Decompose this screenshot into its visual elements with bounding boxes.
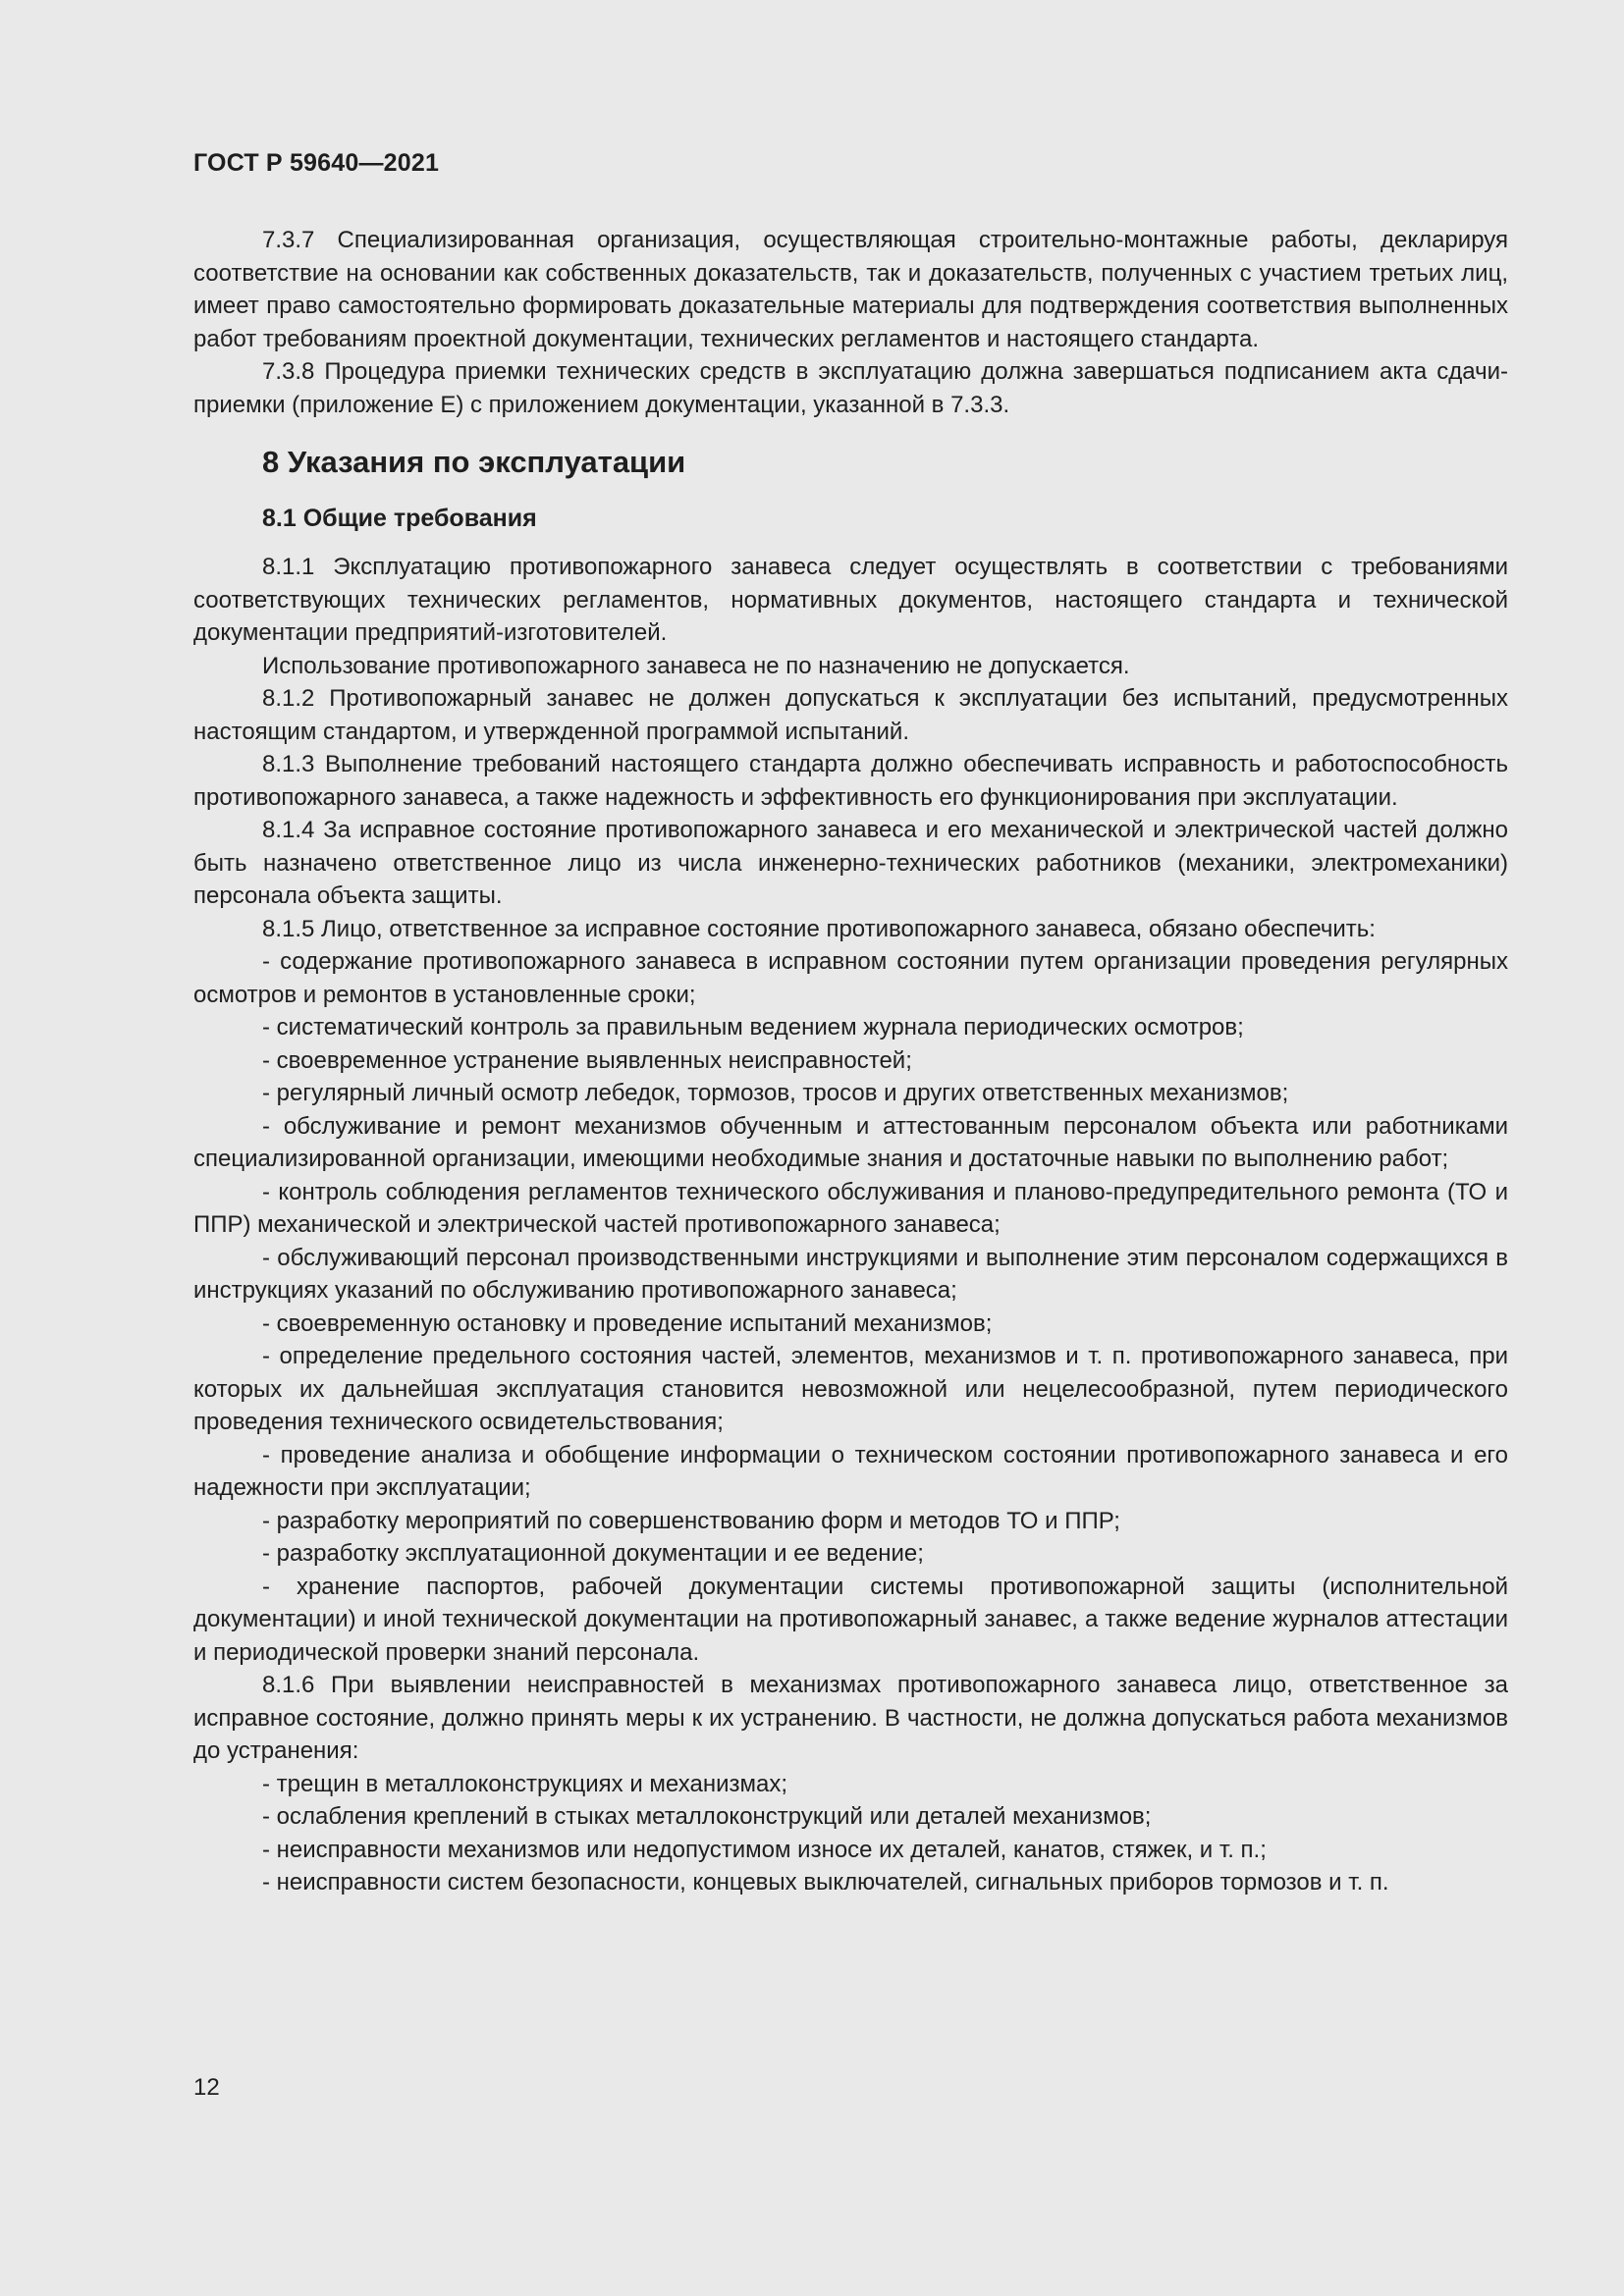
list-item: - разработку эксплуатационной документации и ее ведение; [262, 1540, 924, 1567]
list-item: - своевременную остановку и проведение испытаний механизмов; [262, 1309, 993, 1337]
paragraph-7-3-8: 7.3.8 Процедура приемки технических средств в эксплуатацию должна завершаться подписанием акта сдачи-приемки (приложение Е) с приложением документации, указанной в 7.3.3. [193, 358, 1508, 418]
list-item: - трещин в металлоконструкциях и механизмах; [262, 1770, 787, 1797]
list-item: - своевременное устранение выявленных неисправностей; [262, 1046, 912, 1074]
paragraph-8-1-5: 8.1.5 Лицо, ответственное за исправное состояние противопожарного занавеса, обязано обеспечить: [262, 915, 1376, 942]
list-item: - неисправности механизмов или недопустимом износе их деталей, канатов, стяжек, и т. п.; [262, 1836, 1267, 1863]
paragraph-8-1-2: 8.1.2 Противопожарный занавес не должен допускаться к эксплуатации без испытаний, предусмотренных настоящим стандартом, и утвержденной программой испытаний. [193, 685, 1508, 745]
list-item: - проведение анализа и обобщение информации о техническом состоянии противопожарного занавеса и его надежности при эксплуатации; [193, 1441, 1508, 1501]
paragraph-7-3-7: 7.3.7 Специализированная организация, осуществляющая строительно-монтажные работы, декларируя соответствие на основании как собственных доказательств, так и доказательств, полученных с участием третьих лиц, имеет право самостоятельно формировать доказательные материалы для подтверждения соответствия выполненных работ требованиям проектной документации, технических регламентов и настоящего стандарта. [193, 227, 1508, 352]
paragraph-8-1-4: 8.1.4 За исправное состояние противопожарного занавеса и его механической и электрической частей должно быть назначено ответственное лицо из числа инженерно-технических работников (механики, электромеханики) персонала объекта защиты. [193, 817, 1508, 909]
list-item: - разработку мероприятий по совершенствованию форм и методов ТО и ППР; [262, 1507, 1120, 1534]
list-item: - контроль соблюдения регламентов технического обслуживания и планово-предупредительного ремонта (ТО и ППР) механической и электрической частей противопожарного занавеса; [193, 1178, 1508, 1238]
document-code-header: ГОСТ Р 59640—2021 [193, 149, 440, 177]
subsection-heading: 8.1 Общие требования [262, 505, 537, 532]
list-item: - обслуживающий персонал производственными инструкциями и выполнение этим персоналом содержащихся в инструкциях указаний по обслуживанию противопожарного занавеса; [193, 1244, 1508, 1304]
list-item: - систематический контроль за правильным ведением журнала периодических осмотров; [262, 1014, 1244, 1041]
list-item: - содержание противопожарного занавеса в исправном состоянии путем организации проведения регулярных осмотров и ремонтов в установленные сроки; [193, 948, 1508, 1008]
paragraph-8-1-3: 8.1.3 Выполнение требований настоящего стандарта должно обеспечивать исправность и работоспособность противопожарного занавеса, а также надежность и эффективность его функционирования при эксплуатации. [193, 751, 1508, 811]
document-body [193, 224, 1508, 1899]
paragraph: Использование противопожарного занавеса не по назначению не допускается. [262, 652, 1130, 679]
page-number: 12 [193, 2074, 220, 2101]
section-heading: 8 Указания по эксплуатации [262, 445, 686, 479]
paragraph-8-1-6: 8.1.6 При выявлении неисправностей в механизмах противопожарного занавеса лицо, ответственное за исправное состояние, должно принять меры к их устранению. В частности, не должна допускаться работа механизмов до устранения: [193, 1672, 1508, 1764]
list-item: - неисправности систем безопасности, концевых выключателей, сигнальных приборов тормозов и т. п. [262, 1869, 1389, 1896]
list-item: - хранение паспортов, рабочей документации системы противопожарной защиты (исполнительной документации) и иной технической документации на противопожарный занавес, а также ведение журналов аттестации и периодической проверки знаний персонала. [193, 1573, 1508, 1666]
paragraph-8-1-1: 8.1.1 Эксплуатацию противопожарного занавеса следует осуществлять в соответствии с требованиями соответствующих технических регламентов, нормативных документов, настоящего стандарта и технической документации предприятий-изготовителей. [193, 554, 1508, 646]
list-item: - определение предельного состояния частей, элементов, механизмов и т. п. противопожарного занавеса, при которых их дальнейшая эксплуатация становится невозможной или нецелесообразной, путем периодического проведения технического освидетельствования; [193, 1343, 1508, 1435]
list-item: - ослабления креплений в стыках металлоконструкций или деталей механизмов; [262, 1803, 1152, 1830]
list-item: - регулярный личный осмотр лебедок, тормозов, тросов и других ответственных механизмов; [262, 1080, 1289, 1106]
list-item: - обслуживание и ремонт механизмов обученным и аттестованным персоналом объекта или работниками специализированной организации, имеющими необходимые знания и достаточные навыки по выполнению работ; [193, 1112, 1508, 1172]
